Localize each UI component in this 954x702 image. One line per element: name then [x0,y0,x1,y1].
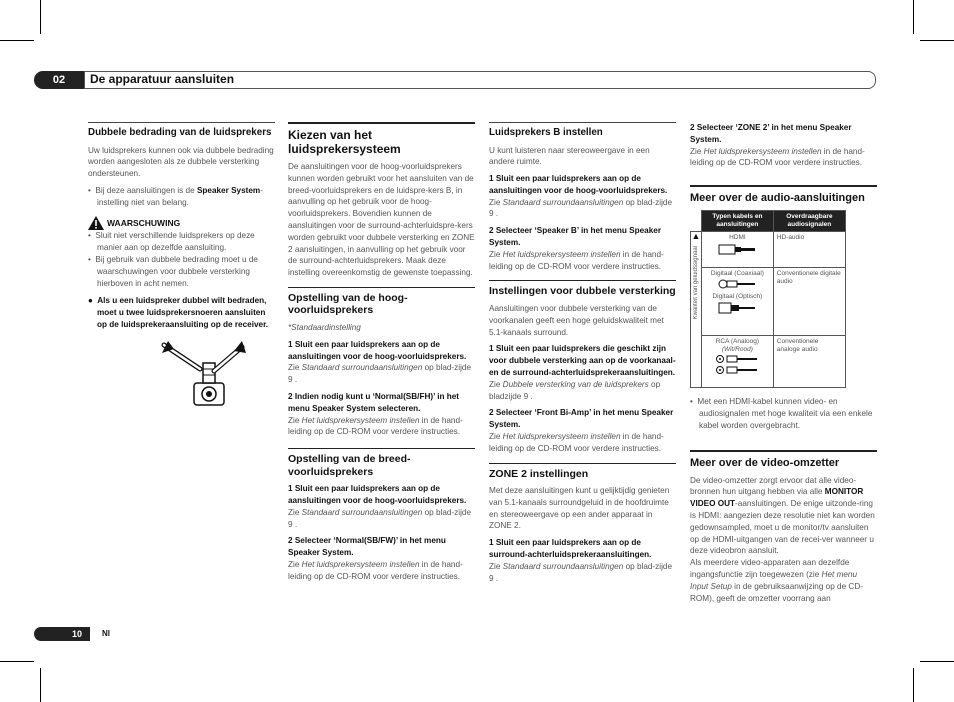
step: 2 Selecteer ‘Front Bi-Amp’ in het menu Speaker System. [489,408,674,430]
column-1 [88,122,275,423]
instruction: ● Als u een luidspreker dubbel wilt bedraden, moet u twee luidsprekersnoeren aansluiten op de luidsprekeraansluiting op de receiver. [88,296,269,330]
page-number: 10 [34,627,90,641]
reference: Zie Het luidsprekersysteem instellen in de hand-leiding op de CD-ROM voor verdere instructies. [288,559,463,581]
language-code: Nl [102,629,110,638]
section-title: Instellingen voor dubbele versterking [489,280,676,298]
paragraph: De video-omzetter zorgt ervoor dat alle video-bronnen hun uitgang hebben via alle MONITOR VIDEO OUT-aansluitingen. De enige uitzonde-ring is HDMI: aangezien deze resolutie niet kan worden gedownsampled, moet u de monitor/tv aansluiten op de HDMI-uitgangen van de recei-ver wanneer u deze videobron aansluit. [690,475,875,556]
step: 2 Indien nodig kunt u ‘Normal(SB/FH)’ in het menu Speaker System selecteren. [288,391,460,413]
warning-icon [88,216,104,230]
step: 1 Sluit een paar luidsprekers aan op de surround-achterluidsprekeraansluitingen. [489,538,652,560]
chapter-number: 02 [34,71,84,89]
section-title: Meer over de video-omzetter [690,450,877,470]
bullet-item: • Sluit niet verschillende luidsprekers op deze manier aan op dezelfde aansluiting. [88,231,255,253]
section-title: Meer over de audio-aansluitingen [690,185,877,205]
rca-cable-icon [715,354,759,376]
section-title: Kiezen van het luidsprekersysteem [288,122,475,156]
speaker-terminal-illustration [154,339,254,419]
paragraph: Uw luidsprekers kunnen ook via dubbele bedrading worden aangesloten als ze dubbele versterking ondersteunen. [88,145,274,179]
table-cell: Conventionele analoge audio [773,336,845,388]
paragraph: Aansluitingen voor dubbele versterking van de voorkanalen geeft een hoge geluidskwaliteit met 5.1-kanaals surround. [489,303,664,337]
reference: Zie Standaard surroundaansluitingen op blad-zijde 9 . [489,561,672,583]
reference: Zie Het luidsprekersysteem instellen in de hand-leiding op de CD-ROM voor verdere instructies. [690,146,865,168]
reference: Zie Standaard surroundaansluitingen op blad-zijde 9 . [489,197,672,219]
column-2 [288,122,475,588]
crop-mark [913,0,914,34]
bullet-item: • Bij deze aansluitingen is de Speaker System-instelling niet van belang. [88,185,263,207]
reference: Zie Standaard surroundaansluitingen op blad-zijde 9 . [288,507,471,529]
step: 1 Sluit een paar luidsprekers aan op de aansluitingen voor de hoog-voorluidsprekers. [288,484,467,505]
crop-mark [40,0,41,34]
crop-mark [913,668,914,702]
table-cell: Conventionele digitale audio [773,268,845,336]
step: 2 Selecteer ‘Speaker B’ in het menu Speaker System. [489,226,662,248]
bullet-item: • Met een HDMI-kabel kunnen video- en audiosignalen met hoge kwaliteit via een enkele kabel worden overgebracht. [690,397,873,430]
connection-table [690,210,877,388]
paragraph: De aansluitingen voor de hoog-voorluidsprekers kunnen worden gebruikt voor het aansluiten van de breed-voorluidsprekers en de luidspre-kers B, in aanvulling op het gebruik voor de hoog-voorluidsprekers. Bovendien kunnen de aansluitingen voor de surround-achterluidspre-kers worden gebruikt voor dubbele versterking en ZONE 2 aansluitingen, in aanvulling op het gebruik voor de surround-achterluidsprekers. Maak deze instelling overeenkomstig de gewenste toepassing. [288,162,475,278]
paragraph: Met deze aansluitingen kunt u gelijktijdig genieten van 5.1-kanaals surroundgeluid in de hoofdruimte en stereoweergave op een ander apparaat in ZONE 2. [489,486,670,531]
reference: Zie Standaard surroundaansluitingen op blad-zijde 9 . [288,363,471,385]
warning-label: WAARSCHUWING [107,217,181,228]
table-header: Overdraagbare audiosignalen [773,211,845,232]
hdmi-cable-icon [717,242,757,258]
crop-mark [0,661,34,662]
crop-mark [920,661,954,662]
bullet-item: • Bij gebruik van dubbele bedrading moet u de waarschuwingen voor dubbele versterking hierboven in acht nemen. [88,255,258,288]
reference: Zie Het luidsprekersysteem instellen in de hand-leiding op de CD-ROM voor verdere instructies. [489,431,664,453]
paragraph: Als meerdere video-apparaten aan dezelfde ingangsfunctie zijn toegewezen (zie Het menu Input Setup in de gebruiksaanwijzing op de CD-ROM), geeft de omzetter voorrang aan [690,558,863,603]
axis-label: Kwaliteit van geluidssignaal [693,246,699,320]
chapter-title: De apparatuur aansluiten [90,72,235,86]
reference: Zie Het luidsprekersysteem instellen in de hand-leiding op de CD-ROM voor verdere instructies. [288,415,463,437]
chapter-header [34,71,876,89]
note: *Standaardinstelling [288,322,361,332]
section-title: Opstelling van de hoog-voorluidsprekers [288,287,475,317]
step: 2 Selecteer ‘Normal(SB/FW)’ in het menu Speaker System. [288,536,446,558]
table-cell: RCA (Analoog) (Wit/Rood) [702,336,774,388]
table-cell: HDMI [702,232,774,268]
optical-cable-icon [717,301,757,315]
table-cell: HD-audio [773,232,845,268]
column-3 [489,122,676,589]
warning-heading [88,216,275,230]
section-title: Dubbele bedrading van de luidsprekers [88,122,275,140]
step: 1 Sluit een paar luidsprekers aan op de aansluitingen voor de hoog-voorluidsprekers. [489,174,668,195]
crop-mark [920,40,954,41]
quality-axis [691,232,702,388]
table-cell: Digitaal (Coaxiaal) Digitaal (Optisch) [702,268,774,336]
reference: Zie Dubbele versterking van de luidsprekers op bladzijde 9 . [489,379,661,401]
section-title: Opstelling van de breed-voorluidsprekers [288,448,475,478]
step: 2 Selecteer ‘ZONE 2’ in het menu Speaker System. [690,123,852,144]
coaxial-cable-icon [717,278,757,290]
step: 1 Sluit een paar luidsprekers aan op de aansluitingen voor de hoog-voorluidsprekers. [288,339,467,361]
step: 1 Sluit een paar luidsprekers die geschikt zijn voor dubbele versterking aan op de voorkanaal- en de surround-achterluidsprekeraansluitingen. [489,344,676,377]
table-header: Typen kabels en aansluitingen [702,211,774,232]
crop-mark [0,40,34,41]
section-title: Luidsprekers B instellen [489,122,676,140]
section-title: ZONE 2 instellingen [489,463,676,481]
reference: Zie Het luidsprekersysteem instellen in de hand-leiding op de CD-ROM voor verdere instructies. [489,249,664,271]
arrow-up-icon: ▲ [691,231,701,242]
crop-mark [40,668,41,702]
column-4 [690,122,877,604]
paragraph: U kunt luisteren naar stereoweergave in een andere ruimte. [489,145,650,167]
